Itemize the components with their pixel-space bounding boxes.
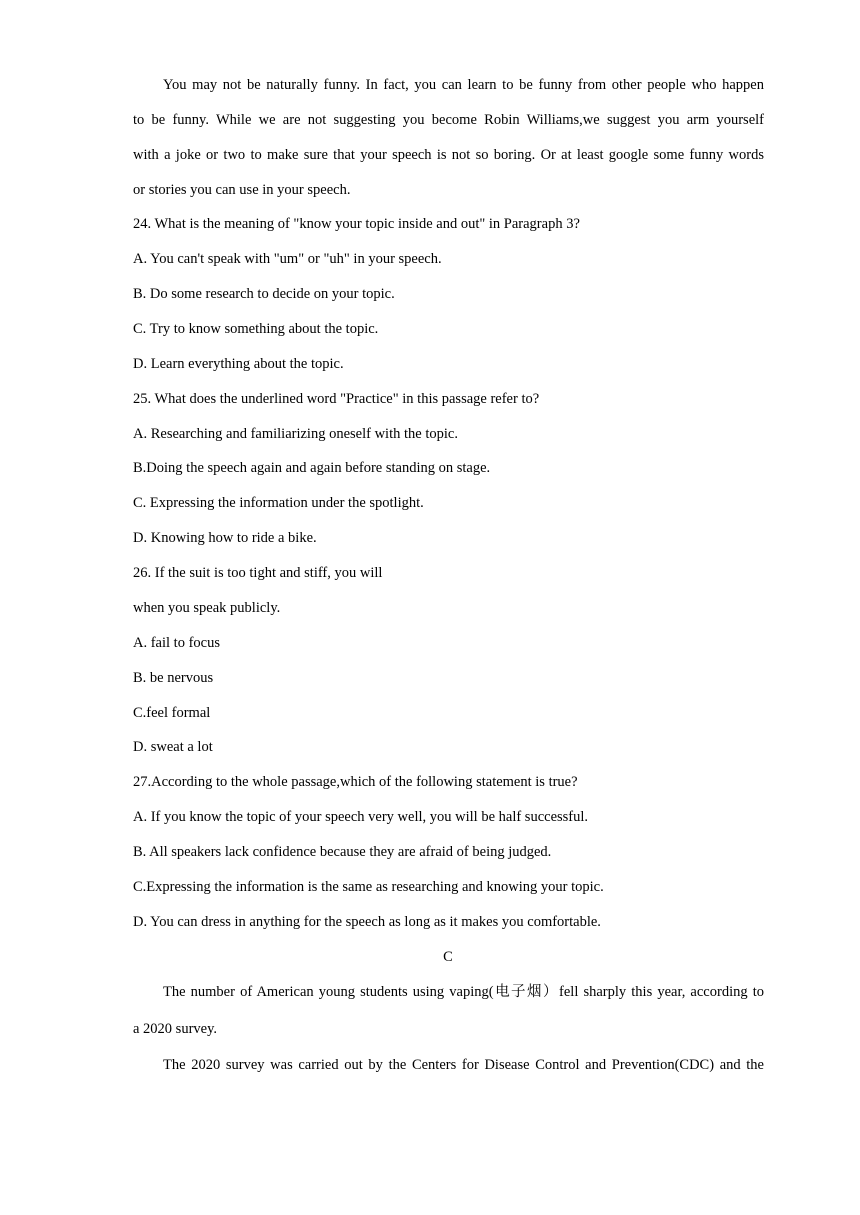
answer-option: B. Do some research to decide on your topic. — [133, 286, 395, 302]
paragraph-line: with a joke or two to make sure that your speech is not so boring. Or at least google some funny words — [133, 147, 764, 163]
paragraph-line: to be funny. While we are not suggesting you become Robin Williams,we suggest you arm yourself — [133, 112, 764, 128]
paragraph-line: a 2020 survey. — [133, 1021, 218, 1037]
answer-option: C.feel formal — [133, 705, 211, 721]
answer-option: C. Expressing the information under the spotlight. — [133, 495, 424, 511]
answer-option: D. You can dress in anything for the speech as long as it makes you comfortable. — [133, 914, 601, 930]
paragraph-line: or stories you can use in your speech. — [133, 182, 351, 198]
section-heading: C — [443, 949, 453, 965]
answer-option: A. Researching and familiarizing oneself with the topic. — [133, 426, 458, 442]
answer-option: C.Expressing the information is the same as researching and knowing your topic. — [133, 879, 604, 895]
paragraph-line: The 2020 survey was carried out by the Centers for Disease Control and Prevention(CDC) and the — [163, 1057, 764, 1073]
answer-option: A. If you know the topic of your speech very well, you will be half successful. — [133, 809, 589, 825]
answer-option: D. Knowing how to ride a bike. — [133, 530, 317, 546]
answer-option: A. fail to focus — [133, 635, 220, 651]
question-stem: 24. What is the meaning of "know your topic inside and out" in Paragraph 3? — [133, 216, 580, 232]
answer-option: B.Doing the speech again and again before standing on stage. — [133, 460, 491, 476]
question-stem-continuation: when you speak publicly. — [133, 600, 281, 616]
answer-option: A. You can't speak with "um" or "uh" in your speech. — [133, 251, 442, 267]
question-stem: 27.According to the whole passage,which of the following statement is true? — [133, 774, 578, 790]
answer-option: B. All speakers lack confidence because they are afraid of being judged. — [133, 844, 552, 860]
answer-option: B. be nervous — [133, 670, 214, 686]
paragraph-line: The number of American young students using vaping(电子烟）fell sharply this year, according to — [163, 984, 764, 1000]
question-stem: 26. If the suit is too tight and stiff, you will — [133, 565, 383, 581]
answer-option: C. Try to know something about the topic. — [133, 321, 379, 337]
paragraph-line: You may not be naturally funny. In fact, you can learn to be funny from other people who happen — [163, 77, 764, 93]
question-stem: 25. What does the underlined word "Practice" in this passage refer to? — [133, 391, 540, 407]
answer-option: D. Learn everything about the topic. — [133, 356, 344, 372]
answer-option: D. sweat a lot — [133, 739, 213, 755]
